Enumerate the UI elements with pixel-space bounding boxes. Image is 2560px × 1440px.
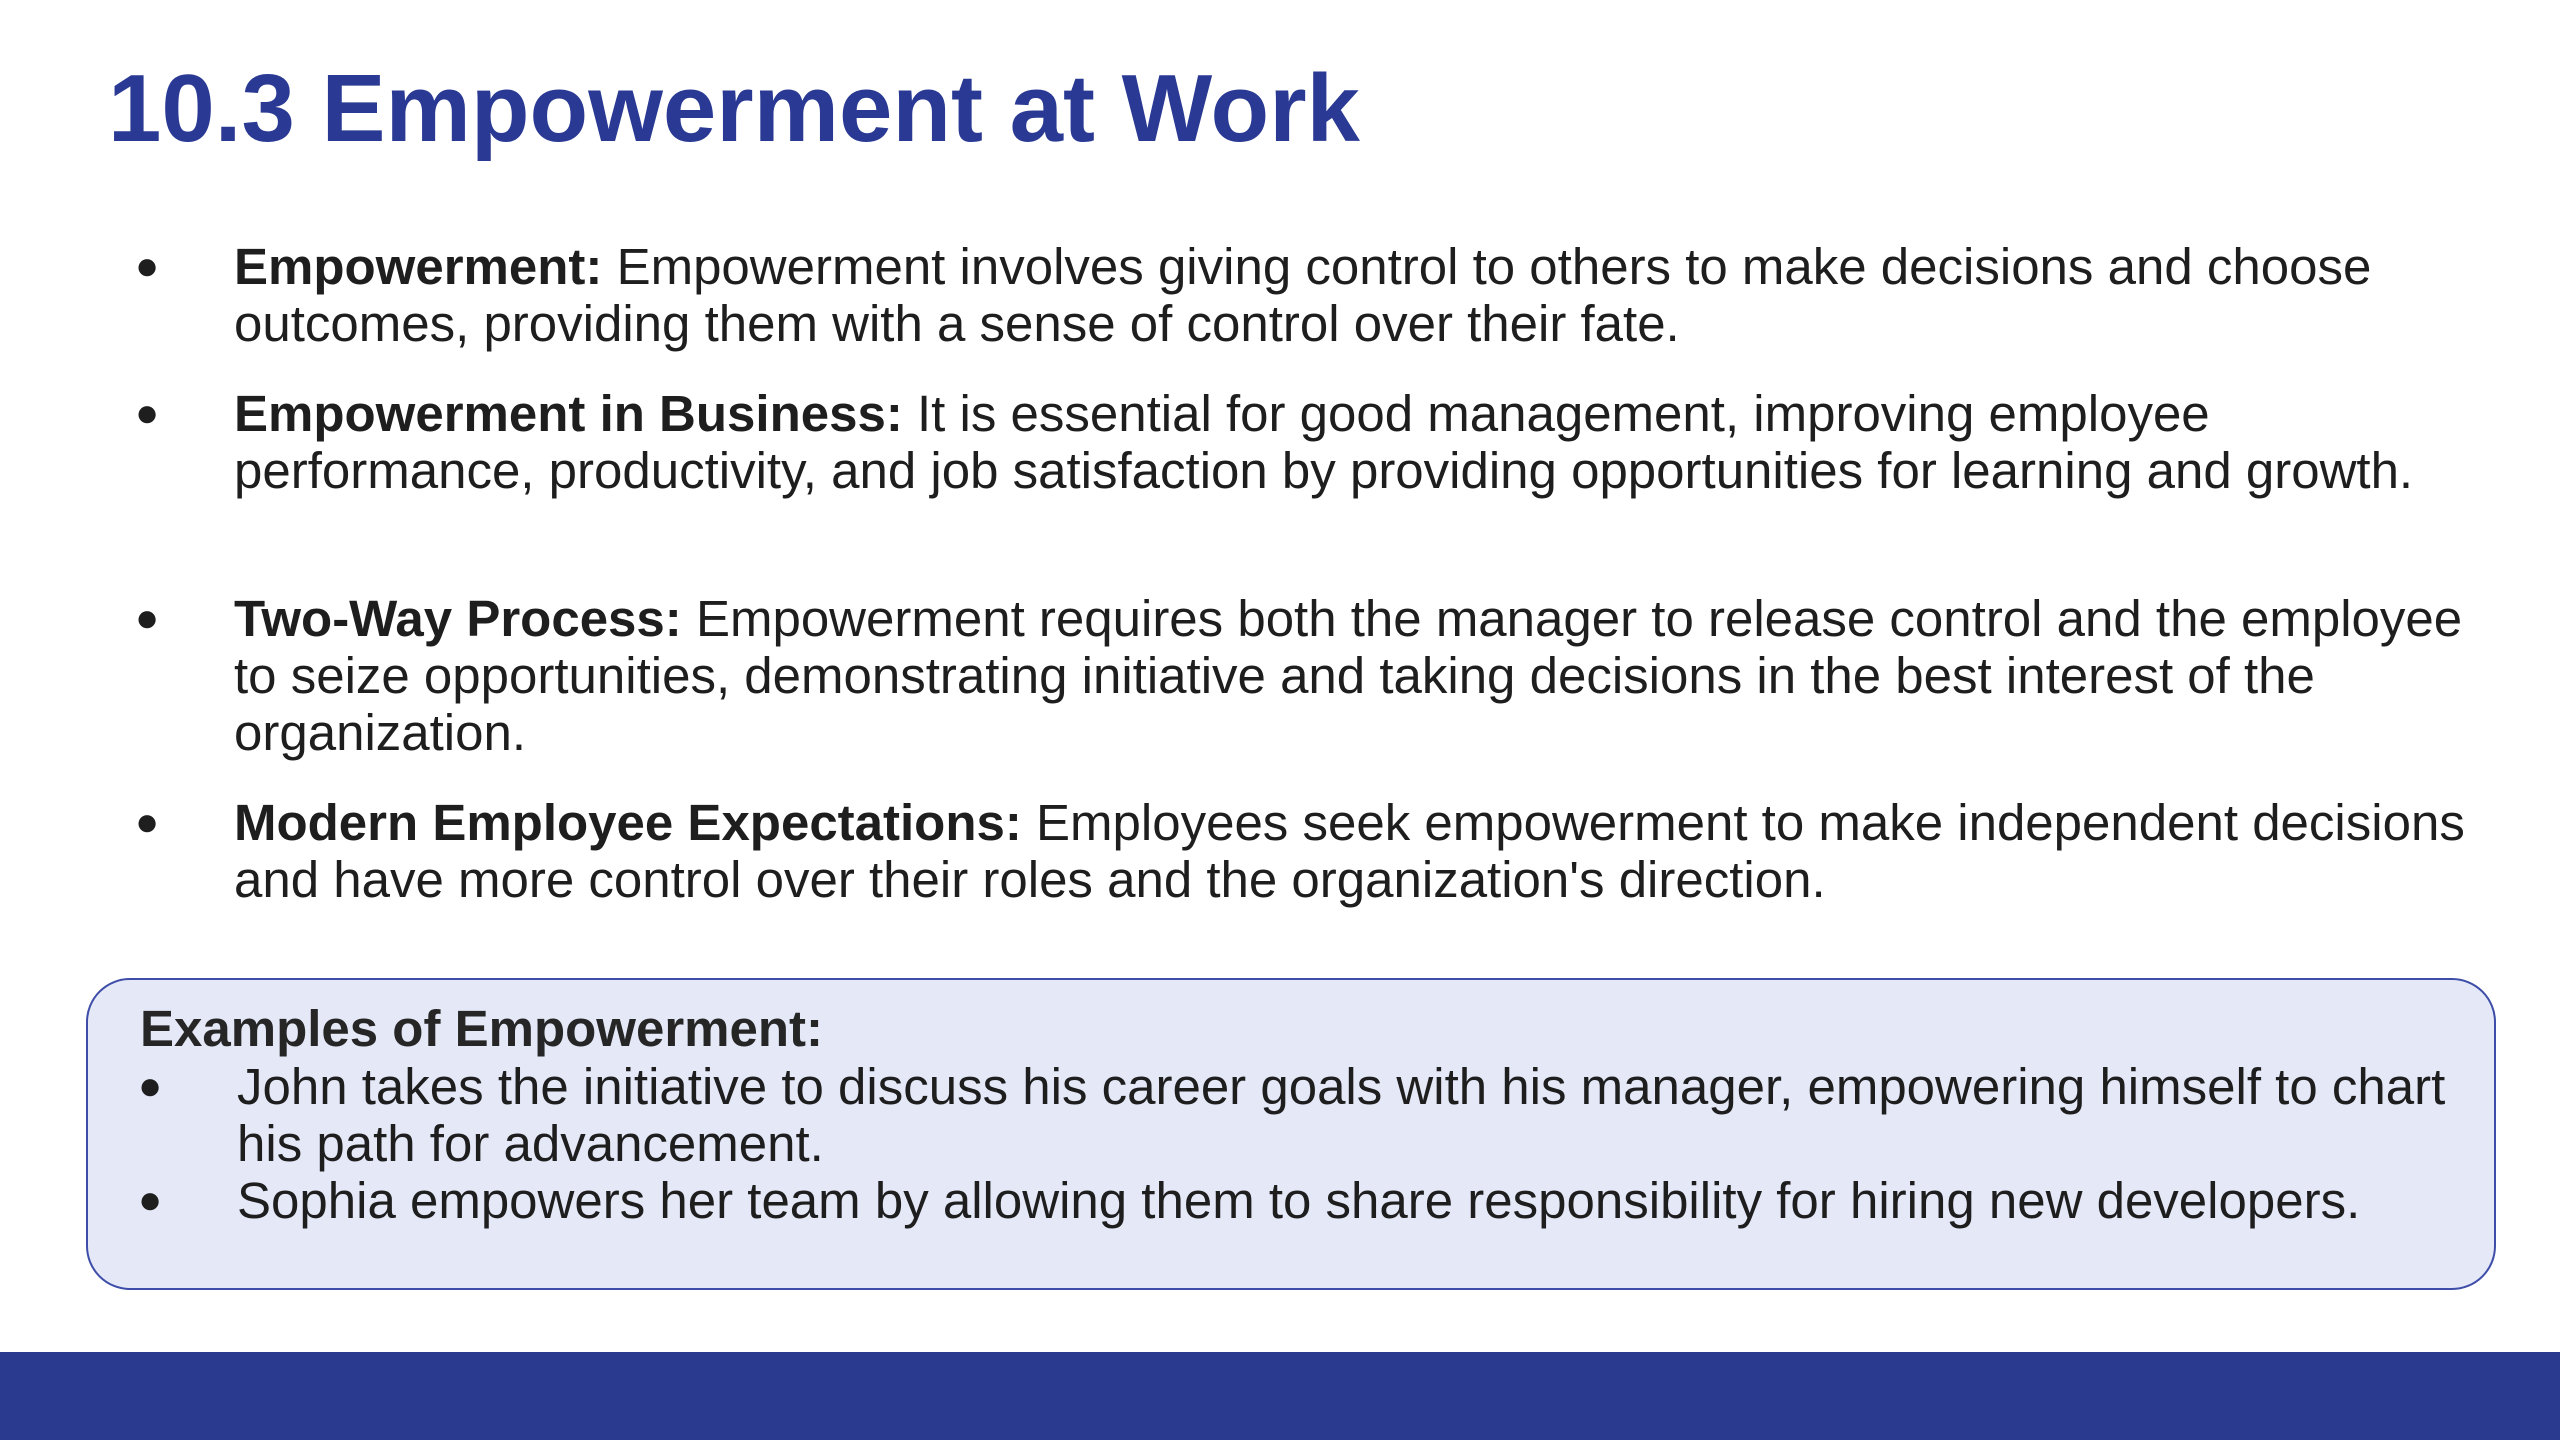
bullet-two-way-process bbox=[135, 590, 2475, 761]
bullet-content bbox=[234, 794, 2475, 908]
bullet-term: Modern Employee Expectations: bbox=[234, 794, 1022, 851]
footer-bar bbox=[0, 1352, 2560, 1440]
bullet-content bbox=[234, 590, 2475, 761]
bullet-dot-icon: ● bbox=[135, 800, 160, 844]
bullet-modern-employee-expectations bbox=[135, 794, 2475, 908]
bullet-term: Empowerment in Business: bbox=[234, 385, 903, 442]
bullet-description: Empowerment requires both the manager to release control and the employee to seize opportunities, demonstrating initiative and taking decisions in the best interest of the organization. bbox=[234, 590, 2463, 761]
bullet-dot-icon: ● bbox=[135, 391, 160, 435]
bullet-description: Empowerment involves giving control to others to make decisions and choose outcomes, providing them with a sense of control over their fate. bbox=[234, 238, 2372, 352]
bullet-description: It is essential for good management, improving employee performance, productivity, and job satisfaction by providing opportunities for learning and growth. bbox=[234, 385, 2414, 499]
bullet-content bbox=[234, 238, 2475, 352]
bullet-dot-icon: ● bbox=[138, 1178, 163, 1222]
examples-callout-box bbox=[86, 978, 2496, 1290]
bullet-dot-icon: ● bbox=[135, 596, 160, 640]
bullet-empowerment-in-business bbox=[135, 385, 2475, 499]
bullet-term: Empowerment: bbox=[234, 238, 603, 295]
bullet-content bbox=[234, 385, 2475, 499]
example-item-sophia bbox=[138, 1172, 2478, 1229]
example-text: Sophia empowers her team by allowing them to share responsibility for hiring new developers. bbox=[237, 1172, 2361, 1229]
bullet-description: Employees seek empowerment to make independent decisions and have more control over their roles and the organization's direction. bbox=[234, 794, 2465, 908]
bullet-dot-icon: ● bbox=[135, 244, 160, 288]
slide-title: 10.3 Empowerment at Work bbox=[108, 55, 1360, 162]
example-item-john bbox=[138, 1058, 2478, 1172]
bullet-term: Two-Way Process: bbox=[234, 590, 682, 647]
examples-heading: Examples of Empowerment: bbox=[140, 1000, 823, 1057]
bullet-dot-icon: ● bbox=[138, 1064, 163, 1108]
bullet-empowerment bbox=[135, 238, 2475, 352]
example-text: John takes the initiative to discuss his career goals with his manager, empowering himself to chart his path for advancement. bbox=[237, 1058, 2446, 1172]
